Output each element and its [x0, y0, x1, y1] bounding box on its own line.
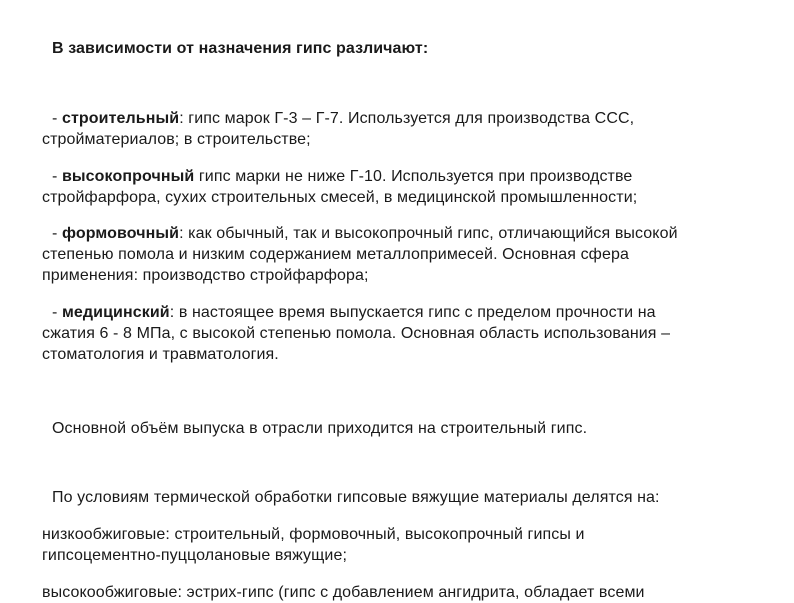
heading: В зависимости от назначения гипс различают:: [52, 40, 429, 57]
volume-note: Основной объём выпуска в отрасли приходится на строительный гипс.: [52, 420, 588, 437]
item-text: : в настоящее время выпускается гипс с пределом прочности на: [169, 304, 656, 321]
item-medical-line-3: стоматология и травматология.: [42, 346, 279, 363]
item-construction-line-1: [52, 108, 634, 129]
item-molding-line-2: степенью помола и низким содержанием металлопримесей. Основная сфера: [42, 246, 629, 263]
item-term: строительный: [61, 110, 180, 127]
item-prefix: -: [52, 110, 62, 127]
heat-treatment-heading: По условиям термической обработки гипсовые вяжущие материалы делятся на:: [52, 489, 660, 506]
item-high-strength-line-2: стройфарфора, сухих строительных смесей, в медицинской промышленности;: [42, 189, 638, 206]
item-molding-line-1: [52, 223, 678, 244]
low-fired-line-1: низкообжиговые: строительный, формовочный, высокопрочный гипсы и: [42, 526, 585, 543]
item-molding-line-3: применения: производство стройфарфора;: [42, 267, 369, 284]
item-medical-line-2: сжатия 6 - 8 МПа, с высокой степенью помола. Основная область использования –: [42, 325, 671, 342]
item-construction-line-2: стройматериалов; в строительстве;: [42, 131, 311, 148]
low-fired-line-2: гипсоцементно-пуццолановые вяжущие;: [42, 547, 348, 564]
item-text: : как обычный, так и высокопрочный гипс, отличающийся высокой: [179, 225, 678, 242]
item-text: гипс марки не ниже Г-10. Используется при производстве: [194, 168, 633, 185]
item-prefix: -: [52, 168, 62, 185]
item-term: формовочный: [61, 225, 180, 242]
high-fired-line-1: высокообжиговые: эстрих-гипс (гипс с добавлением ангидрита, обладает всеми: [42, 584, 645, 601]
item-term: медицинский: [61, 304, 170, 321]
item-prefix: -: [52, 225, 62, 242]
item-medical-line-1: [52, 302, 656, 323]
item-high-strength-line-1: [52, 166, 632, 187]
item-text: : гипс марок Г-3 – Г-7. Используется для производства ССС,: [179, 110, 635, 127]
item-prefix: -: [52, 304, 62, 321]
item-term: высокопрочный: [61, 168, 195, 185]
